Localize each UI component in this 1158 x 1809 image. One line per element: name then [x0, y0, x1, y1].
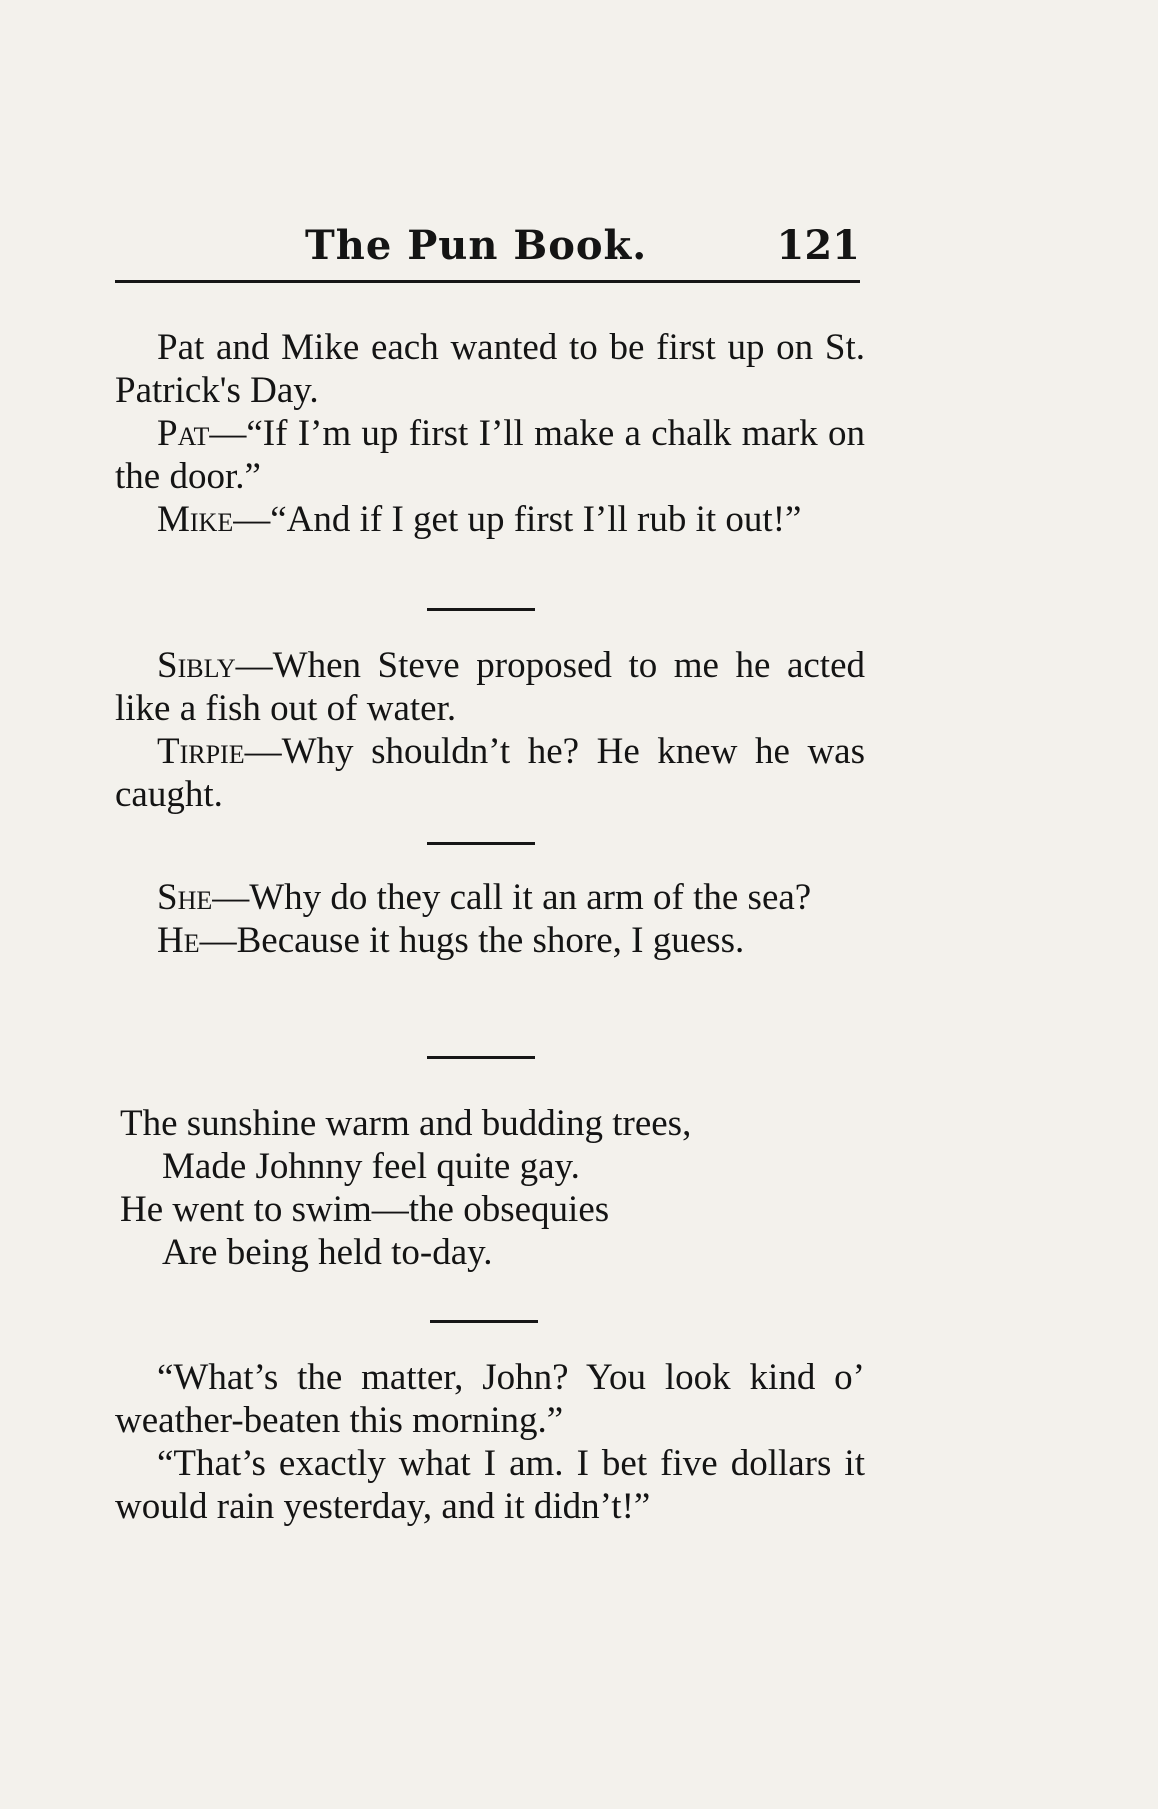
section-divider	[430, 1320, 538, 1323]
dialogue-text: —Because it hugs the shore, I guess.	[199, 920, 745, 961]
speaker-name: Tirpie	[157, 731, 245, 772]
joke-weather	[115, 1356, 865, 1528]
joke-line	[115, 498, 865, 541]
speaker-name: She	[157, 877, 213, 918]
joke-line	[115, 644, 865, 730]
joke-pat-mike	[115, 326, 865, 541]
verse-line-4: Are being held to-day.	[162, 1232, 493, 1273]
section-divider	[427, 1056, 535, 1059]
page-header	[115, 220, 860, 272]
verse-line-2: Made Johnny feel quite gay.	[162, 1146, 580, 1187]
dialogue-text: —“If I’m up first I’ll make a chalk mark on the door.”	[115, 413, 865, 497]
section-divider	[427, 608, 535, 611]
joke-sibly-tirpie	[115, 644, 865, 816]
joke-line: “That’s exactly what I am. I bet five dollars it would rain yesterday, and it didn’t!”	[115, 1443, 865, 1527]
speaker-name: Mike	[157, 499, 234, 540]
verse-line-3: He went to swim—the obsequies	[120, 1189, 610, 1230]
speaker-name: He	[157, 920, 200, 961]
joke-line	[115, 876, 865, 919]
dialogue-text: —“And if I get up first I’ll rub it out!”	[233, 499, 802, 540]
verse-line-1: The sunshine warm and budding trees,	[120, 1103, 692, 1144]
joke-line	[115, 730, 865, 816]
section-divider	[427, 842, 535, 845]
running-title: The Pun Book.	[305, 222, 648, 269]
dialogue-text: —Why do they call it an arm of the sea?	[212, 877, 812, 918]
joke-line	[115, 919, 865, 962]
dialogue-text: —Why shouldn’t he? He knew he was caught.	[115, 731, 865, 815]
speaker-name: Pat	[157, 413, 210, 454]
speaker-name: Sibly	[157, 645, 236, 686]
joke-line: “What’s the matter, John? You look kind o’ weather-beaten this morning.”	[115, 1357, 865, 1441]
header-rule	[115, 280, 860, 283]
joke-line	[115, 412, 865, 498]
page-number: 121	[776, 222, 860, 269]
dialogue-text: —When Steve proposed to me he acted like a fish out of water.	[115, 645, 865, 729]
joke-she-he	[115, 876, 865, 962]
joke-intro: Pat and Mike each wanted to be first up on St. Patrick's Day.	[115, 327, 865, 411]
